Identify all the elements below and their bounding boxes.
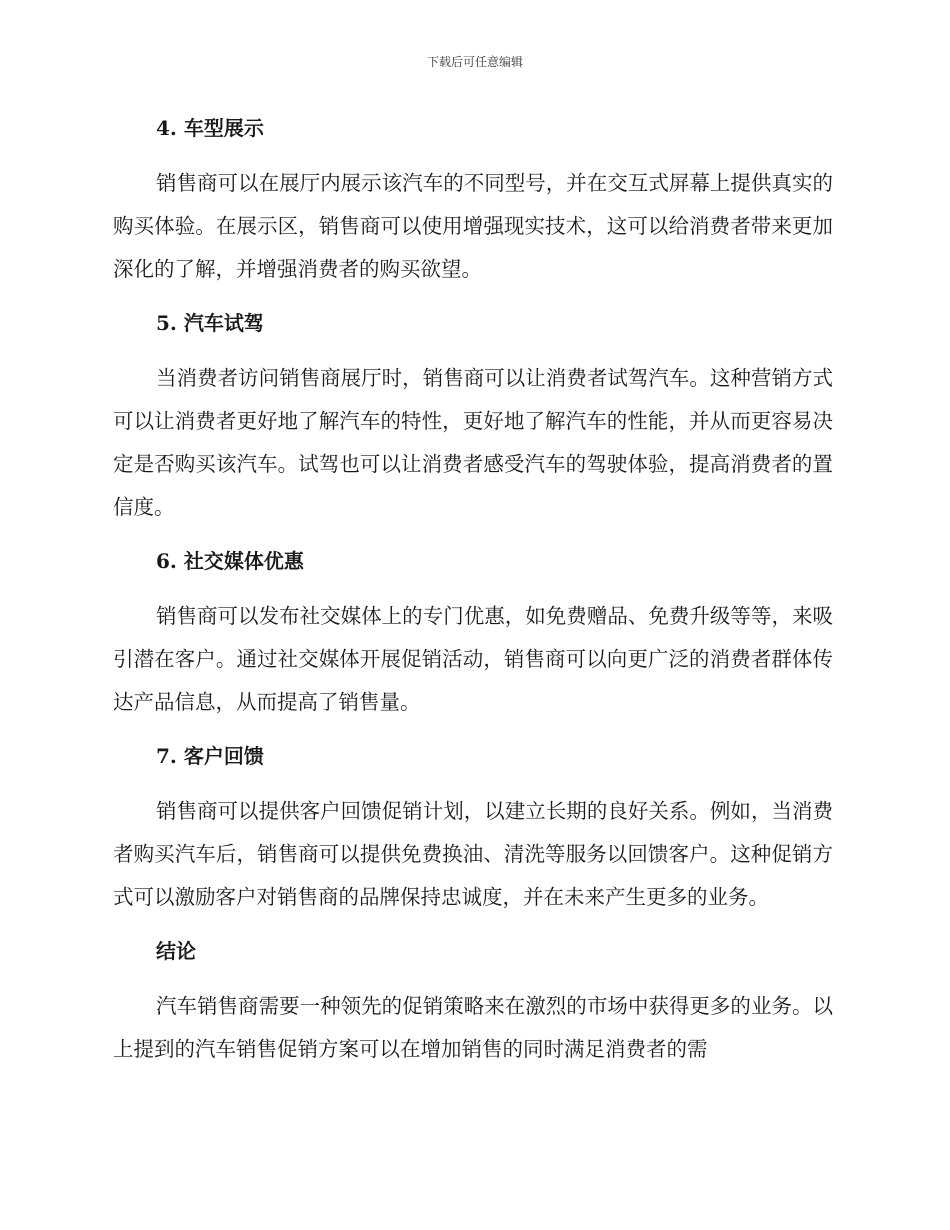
section-heading-customer-rewards: 7. 客户回馈 xyxy=(156,744,264,768)
page-header: 下载后可任意编辑 xyxy=(426,55,523,69)
document-body xyxy=(113,108,833,1083)
section-paragraph-conclusion: 汽车销售商需要一种领先的促销策略来在激烈的市场中获得更多的业务。以上提到的汽车销售促销方案可以在增加销售的同时满足消费者的需 xyxy=(113,994,833,1061)
section-paragraph-social-media: 销售商可以发布社交媒体上的专门优惠，如免费赠品、免费升级等等，来吸引潜在客户。通过社交媒体开展促销活动，销售商可以向更广泛的消费者群体传达产品信息，从而提高了销售量。 xyxy=(113,604,833,714)
section-heading-car-display: 4. 车型展示 xyxy=(156,116,264,140)
section-heading-conclusion: 结论 xyxy=(156,939,196,963)
section-paragraph-car-display: 销售商可以在展厅内展示该汽车的不同型号，并在交互式屏幕上提供真实的购买体验。在展示区，销售商可以使用增强现实技术，这可以给消费者带来更加深化的了解，并增强消费者的购买欲望。 xyxy=(113,171,833,281)
section-paragraph-customer-rewards: 销售商可以提供客户回馈促销计划，以建立长期的良好关系。例如，当消费者购买汽车后，销售商可以提供免费换油、清洗等服务以回馈客户。这种促销方式可以激励客户对销售商的品牌保持忠诚度，并在未来产生更多的业务。 xyxy=(113,799,833,909)
section-paragraph-test-drive: 当消费者访问销售商展厅时，销售商可以让消费者试驾汽车。这种营销方式可以让消费者更好地了解汽车的特性，更好地了解汽车的性能，并从而更容易决定是否购买该汽车。试驾也可以让消费者感受汽车的驾驶体验，提高消费者的置信度。 xyxy=(113,366,833,519)
section-heading-social-media: 6. 社交媒体优惠 xyxy=(156,549,304,573)
section-heading-test-drive: 5. 汽车试驾 xyxy=(156,311,264,335)
